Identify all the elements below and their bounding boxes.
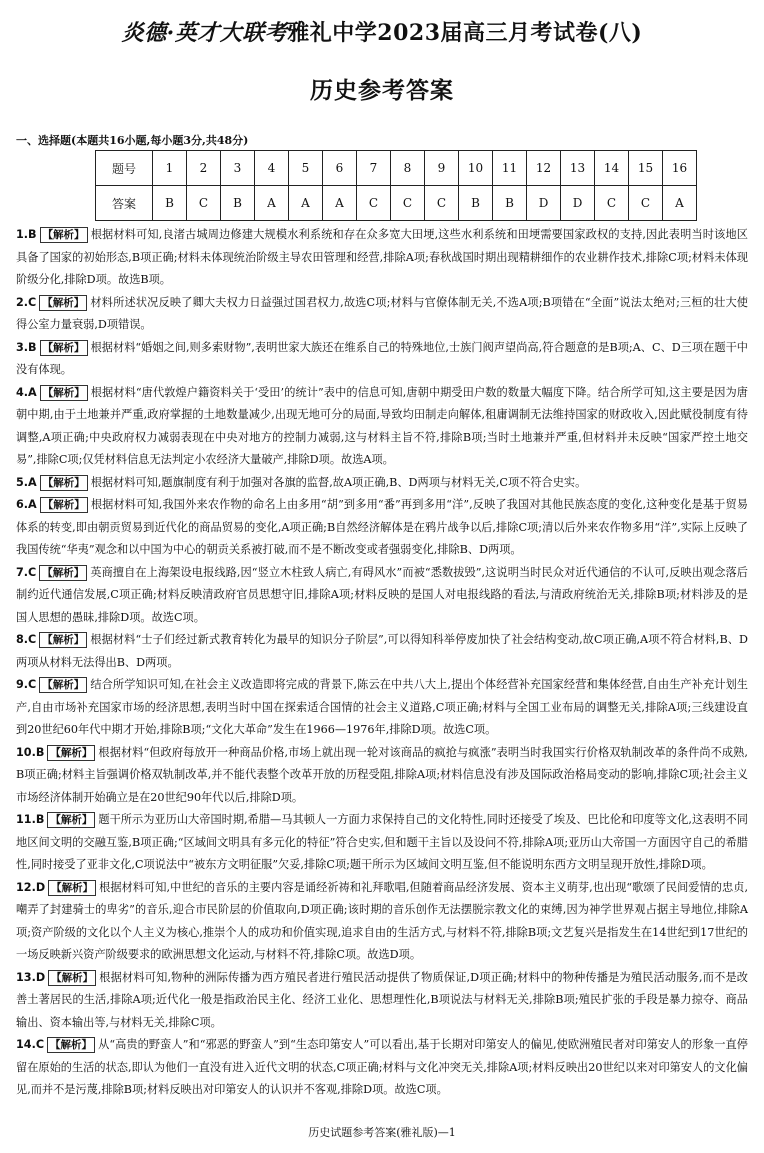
- document-header: [0, 16, 764, 47]
- explanation-item: [16, 877, 748, 967]
- explanation-item: [16, 1034, 748, 1102]
- question-number: 12: [527, 151, 561, 186]
- exam-title: 雅礼中学2023届高三月考试卷(八): [287, 20, 643, 46]
- page-footer: 历史试题参考答案(雅礼版)—1: [308, 1126, 456, 1139]
- explanation-tag: 【解析】: [40, 475, 88, 491]
- explanation-item: [16, 337, 748, 382]
- explanation-item: [16, 292, 748, 337]
- answer-cell: A: [255, 186, 289, 221]
- item-text: 根据材料可知,中世纪的音乐的主要内容是诵经祈祷和礼拜歌唱,但随着商品经济发展、资本主义萌芽,也出现“歌颂了民间爱情的忠贞,嘲弄了封建骑士的卑劣”的音乐,迎合市民阶层的价值取向,D项正确;该时期的音乐创作无法摆脱宗教文化的束缚,因为神学世界观占据主导地位,排除A项;资产阶级的文化以个人主义为核心,推崇个人的成功和价值实现,追求自由的生活方式,与材料不符,排除B项;文艺复兴是指发生在14世纪到17世纪的一场反映新兴资产阶级要求的欧洲思想文化运动,与材料不符,排除C项。故选D项。: [16, 880, 748, 961]
- answer-cell: C: [357, 186, 391, 221]
- question-number: 6: [323, 151, 357, 186]
- answer-cell: B: [459, 186, 493, 221]
- item-number: 11.B: [16, 813, 45, 826]
- item-text: 结合所学知识可知,在社会主义改造即将完成的背景下,陈云在中共八大上,提出个体经营补充国家经营和集体经营,自由生产补充计划生产,自由市场补充国家市场的经济思想,表明当时中国在探索适合国情的社会主义道路,C项正确;材料与全国工业布局的调整无关,排除A项;三线建设直到20世纪60年代中期才开始,排除B项;“文化大革命”发生在1966—1976年,排除D项。故选C项。: [16, 678, 748, 736]
- question-number: 1: [153, 151, 187, 186]
- item-number: 14.C: [16, 1038, 45, 1051]
- exam-brand: 炎德·英才大联考: [121, 20, 288, 46]
- answer-cell: C: [425, 186, 459, 221]
- subject-title: 历史参考答案: [310, 77, 454, 104]
- question-number: 11: [493, 151, 527, 186]
- item-number: 5.A: [16, 475, 37, 489]
- item-number: 9.C: [16, 678, 37, 691]
- item-text: 题干所示为亚历山大帝国时期,希腊—马其顿人一方面力求保持自己的文化特性,同时还接受了埃及、巴比伦和印度等文化,这表明不同地区间文明的交融互鉴,B项正确;“区域间文明具有多元化的特征”符合史实,但和题干主旨以及设问不符,排除A项;亚历山大帝国一方面因守自己的希腊性,同时接受了亚非文化,C项说法中“被东方文明征服”欠妥,排除C项;题干所示为区域间文明互鉴,但不能说明东西方文明呈现开放性,排除D项。: [16, 813, 748, 871]
- explanation-tag: 【解析】: [40, 497, 88, 513]
- row-label-question: 题号: [96, 151, 153, 186]
- item-text: 根据材料“但政府每放开一种商品价格,市场上就出现一轮对该商品的疯抢与疯涨”表明当时我国实行价格双轨制改革的条件尚不成熟,B项正确;材料主旨强调价格双轨制改革,并不能代表整个改革开放的历程受阻,排除A项;材料信息没有涉及国际政治格局变动的影响,排除C项;社会主义市场经济体制开始确立是在20世纪90年代以后,排除D项。: [16, 745, 748, 804]
- answer-cell: B: [153, 186, 187, 221]
- question-number: 14: [595, 151, 629, 186]
- explanation-tag: 【解析】: [39, 632, 87, 648]
- question-number: 8: [391, 151, 425, 186]
- item-number: 3.B: [16, 340, 37, 354]
- question-number: 13: [561, 151, 595, 186]
- explanation-item: [16, 629, 748, 674]
- item-number: 1.B: [16, 228, 37, 241]
- answer-cell: C: [391, 186, 425, 221]
- answer-cell: B: [221, 186, 255, 221]
- explanation-tag: 【解析】: [48, 970, 96, 986]
- explanation-tag: 【解析】: [47, 1037, 95, 1053]
- explanation-item: [16, 562, 748, 630]
- item-number: 12.D: [16, 880, 46, 894]
- question-number: 3: [221, 151, 255, 186]
- answer-cell: A: [323, 186, 357, 221]
- explanation-list: [16, 224, 748, 1102]
- item-number: 10.B: [16, 745, 45, 759]
- explanation-item: [16, 382, 748, 472]
- answer-cell: A: [663, 186, 697, 221]
- explanation-item: [16, 809, 748, 877]
- answer-cell: D: [527, 186, 561, 221]
- question-number: 7: [357, 151, 391, 186]
- item-text: 英商擅自在上海架设电报线路,因“竖立木柱致人病亡,有碍风水”而被“悉数拔毁”,这说明当时民众对近代通信的不认可,反映出观念落后制约近代通信发展,C项正确;材料反映清政府官员思想守旧,排除A项;材料反映的是国人对电报线路的看法,与清政府统治无关,排除B项;材料涉及的是国人思想的愚昧,排除D项。故选C项。: [16, 565, 748, 624]
- explanation-item: [16, 674, 748, 742]
- question-number: 4: [255, 151, 289, 186]
- answer-cell: B: [493, 186, 527, 221]
- item-text: 根据材料可知,良渚古城周边修建大规模水利系统和存在众多宽大田埂,这些水利系统和田埂需要国家政权的支持,因此表明当时该地区具备了国家的初始形态,B项正确;材料未体现统治阶级主导农田管理和经营,排除A项;春秋战国时期出现精耕细作的农业耕作技术,排除C项;材料未体现阶级分化,排除D项。故选B项。: [16, 228, 748, 286]
- item-number: 13.D: [16, 970, 46, 984]
- row-label-answer: 答案: [96, 186, 153, 221]
- question-number: 9: [425, 151, 459, 186]
- item-text: 根据材料“婚姻之间,则多索财物”,表明世家大族还在维系自己的特殊地位,士族门阀声望尚高,符合题意的是B项;A、C、D三项在题干中没有体现。: [16, 340, 748, 376]
- explanation-tag: 【解析】: [47, 745, 95, 761]
- explanation-tag: 【解析】: [39, 565, 87, 581]
- item-number: 8.C: [16, 633, 37, 646]
- item-number: 4.A: [16, 385, 37, 399]
- explanation-item: [16, 472, 748, 495]
- question-number: 2: [187, 151, 221, 186]
- item-number: 2.C: [16, 295, 37, 309]
- question-number: 10: [459, 151, 493, 186]
- answer-cell: C: [187, 186, 221, 221]
- section-heading: 一、选择题(本题共16小题,每小题3分,共48分): [16, 134, 249, 147]
- item-text: 根据材料可知,物种的洲际传播为西方殖民者进行殖民活动提供了物质保证,D项正确;材料中的物种传播是为殖民活动服务,而不是改善土著居民的生活,排除A项;近代化一般是指政治民主化、经济工业化、思想理性化,B项说法与材料无关,排除B项;殖民扩张的手段是暴力掠夺、商品输出、资本输出等,与材料无关,排除C项。: [16, 970, 748, 1029]
- item-text: 从“高贵的野蛮人”和“邪恶的野蛮人”到“生态印第安人”可以看出,基于长期对印第安人的偏见,使欧洲殖民者对印第安人的形象一直停留在原始的生活的状态,即认为他们一直没有进入近代文明的状态,C项正确;材料与文化冲突无关,排除A项;材料反映出20世纪以来对印第安人的文化偏见,而并不是污蔑,排除B项;材料反映出对印第安人的认识并不客观,排除D项。故选C项。: [16, 1038, 748, 1096]
- item-text: 根据材料“唐代敦煌户籍资料关于‘受田’的统计”表中的信息可知,唐朝中期受田户数的数量大幅度下降。结合所学可知,这主要是因为唐朝中期,由于土地兼并严重,政府掌握的土地数量减少,出现无地可分的局面,导致均田制走向解体,租庸调制无法维持国家的财政收入,因此赋役制度有待调整,A项正确;中央政府权力减弱表现在中央对地方的控制力减弱,这与材料主旨不符,排除B项;当时土地兼并严重,但材料并未反映“国家严控土地交易”,排除C项;仅凭材料信息无法判定小农经济大量破产,排除D项。故选A项。: [16, 385, 748, 466]
- question-number: 16: [663, 151, 697, 186]
- explanation-item: [16, 967, 748, 1035]
- explanation-item: [16, 742, 748, 810]
- answer-cell: A: [289, 186, 323, 221]
- answer-cell: C: [595, 186, 629, 221]
- answer-cell: C: [629, 186, 663, 221]
- explanation-tag: 【解析】: [47, 812, 95, 828]
- explanation-tag: 【解析】: [40, 340, 88, 356]
- answer-row: [96, 186, 697, 221]
- explanation-item: [16, 494, 748, 562]
- explanation-tag: 【解析】: [39, 677, 87, 693]
- item-text: 根据材料“士子们经过新式教育转化为最早的知识分子阶层”,可以得知科举停废加快了社会结构变动,故C项正确,A项不符合材料,B、D两项从材料无法得出B、D两项。: [16, 633, 748, 669]
- item-text: 材料所述状况反映了卿大夫权力日益强过国君权力,故选C项;材料与官僚体制无关,不选A项;B项错在“全面”说法太绝对;三桓的壮大使得公室力量衰弱,D项错误。: [16, 295, 748, 331]
- explanation-tag: 【解析】: [40, 385, 88, 401]
- question-number: 5: [289, 151, 323, 186]
- item-text: 根据材料可知,我国外来农作物的命名上由多用“胡”到多用“番”再到多用“洋”,反映了我国对其他民族态度的变化,这种变化是基于贸易体系的转变,即由朝贡贸易到近代化的商品贸易的变化,A项正确;B自然经济解体是在鸦片战争以后,排除C项;清以后外来农作物多用“洋”,实际上反映了我国传统“华夷”观念和以中国为中心的朝贡关系被打破,而不是不断改变或者强弱变化,排除B、D两项。: [16, 498, 748, 556]
- question-number: 15: [629, 151, 663, 186]
- item-text: 根据材料可知,题旗制度有利于加强对各旗的监督,故A项正确,B、D两项与材料无关,C项不符合史实。: [90, 475, 587, 489]
- answer-cell: D: [561, 186, 595, 221]
- explanation-item: [16, 224, 748, 292]
- item-number: 7.C: [16, 565, 37, 579]
- explanation-tag: 【解析】: [39, 295, 87, 311]
- answer-table: [95, 150, 697, 221]
- question-number-row: [96, 151, 697, 186]
- explanation-tag: 【解析】: [40, 227, 88, 243]
- explanation-tag: 【解析】: [48, 880, 96, 896]
- item-number: 6.A: [16, 498, 37, 511]
